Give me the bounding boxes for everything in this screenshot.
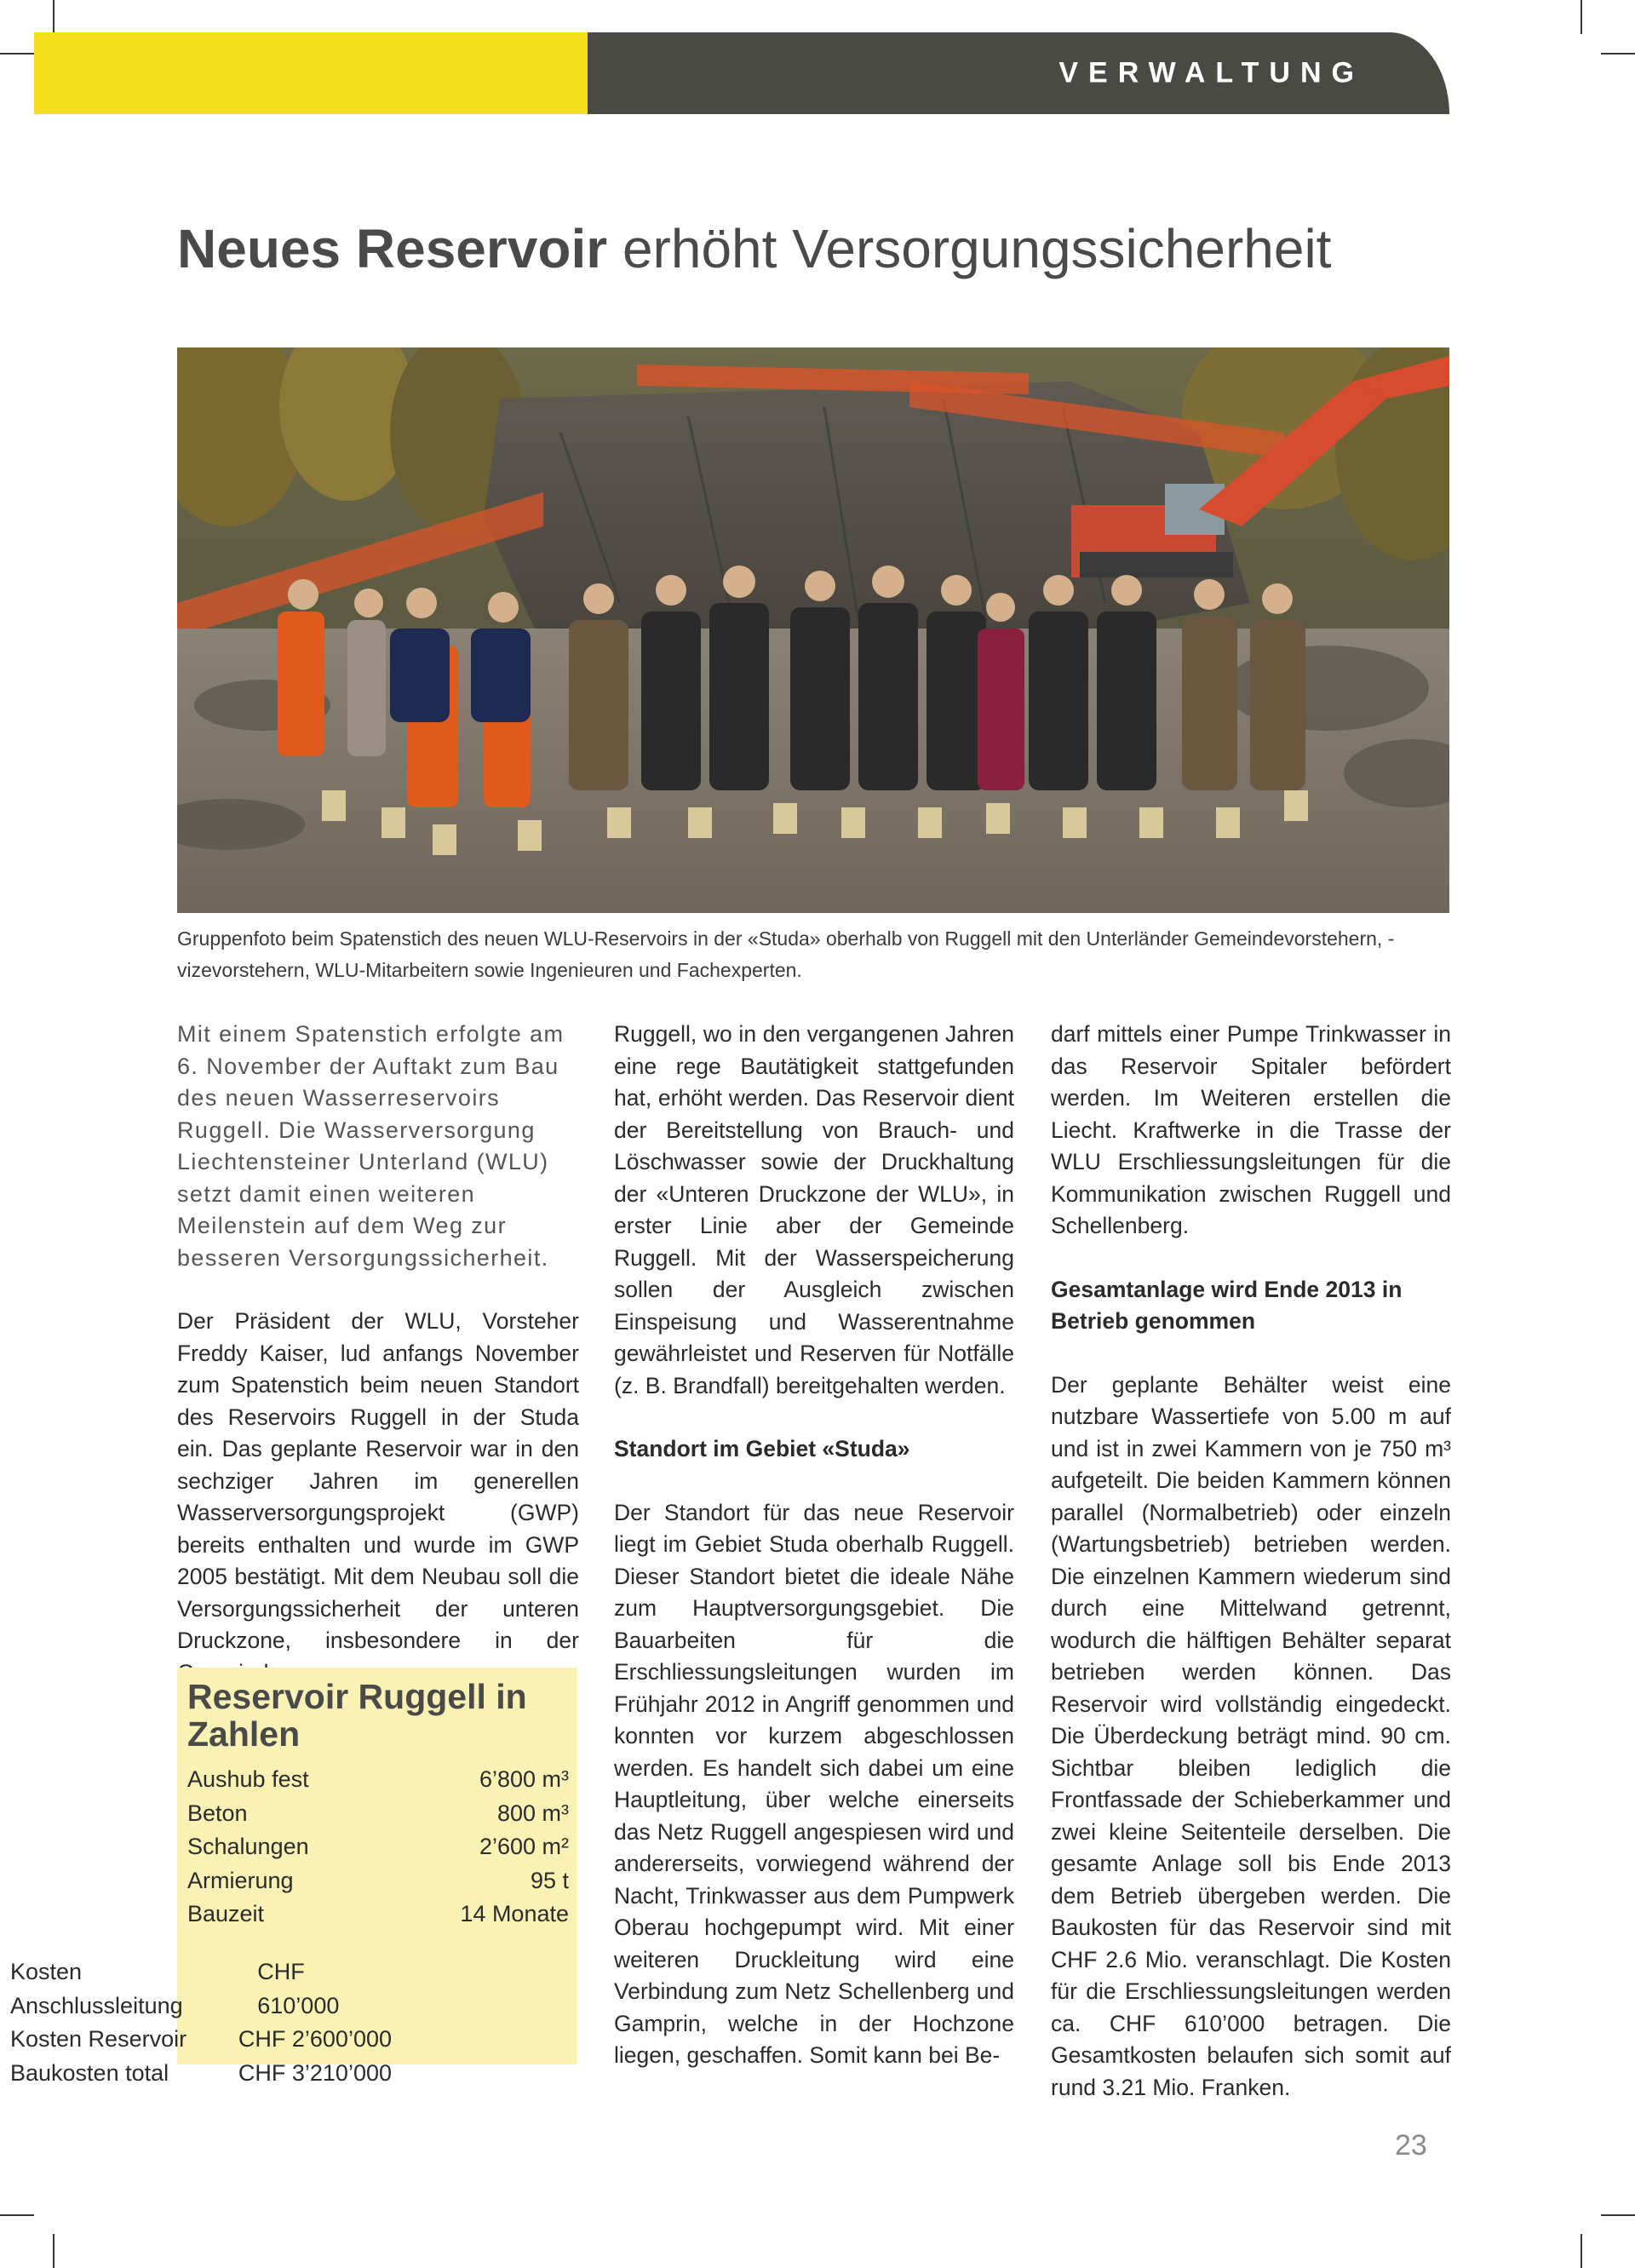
fact-row [187,1830,569,1864]
subheading: Standort im Gebiet «Studa» [614,1436,910,1461]
crop-mark [1580,2234,1582,2268]
fact-label: Schalungen [187,1834,309,1859]
fact-label: Beton [187,1800,248,1826]
crop-mark [53,0,54,34]
cost-row [10,1955,392,2023]
group-photo [177,347,1449,913]
cost-label: Kosten Anschlussleitung [10,1959,183,2018]
fact-label: Aushub fest [187,1766,309,1792]
header-section-bar [588,32,1449,114]
fact-row [187,1763,569,1797]
costs-list [10,1955,392,2090]
crop-mark [1601,53,1635,55]
fact-value: 6’800 m³ [479,1766,569,1792]
cost-label: Baukosten total [10,2059,169,2086]
subheading: Gesamtanlage wird Ende 2013 in Betrieb genommen [1051,1276,1403,1334]
article-lead: Mit einem Spatenstich erfolgte am 6. November der Auftakt zum Bau des neuen Wasserreservoirs Ruggell. Die Wasserversorgung Liechtensteiner Unterland (WLU) setzt damit einen weiteren Meilenstein auf dem Weg zur besseren Versorgungssicherheit. [177,1021,565,1271]
cost-row [10,2023,392,2057]
paragraph: Der geplante Behälter weist eine nutzbare Wassertiefe von 5.00 m auf und ist in zwei Kammern von je 750 m³ aufgeteilt. Die beiden Kammern können parallel (Normalbetrieb) oder einzeln (Wartungsbetrieb) betrieben werden. Die einzelnen Kammern wiederum sind durch eine Mittelwand getrennt, wodurch die hälftigen Behälter separat betrieben werden können. Das Reservoir wird vollständig eingedeckt. Die Überdeckung beträgt mind. 90 cm. Sichtbar bleiben lediglich die Frontfassade der Schieberkammer und zwei kleine Seitenteile derselben. Die gesamte Anlage soll bis Ende 2013 dem Betrieb übergeben werden. Die Baukosten für das Reservoir sind mit CHF 2.6 Mio. veranschlagt. Die Kosten für die Erschliessungsleitungen werden ca. CHF 610’000 betragen. Die Gesamtkosten belaufen sich somit auf rund 3.21 Mio. Franken. [1051,1371,1451,2100]
fact-value: 14 Monate [460,1901,569,1926]
crop-mark [0,2214,34,2216]
fact-row [187,1898,569,1932]
title-regular: erhöht Versorgungssicherheit [607,218,1332,279]
column-3 [1051,1019,1451,2135]
cost-value: CHF 2’600’000 [238,2026,392,2052]
article-title [177,217,1454,280]
paragraph: Der Präsident der WLU, Vorsteher Freddy Kaiser, lud anfangs November zum Spatenstich beim neuen Standort des Reservoirs Ruggell in der Studa ein. Das geplante Reservoir war in den sechziger Jahren im generellen Wasserversorgungsprojekt (GWP) bereits enthalten und wurde im GWP 2005 bestätigt. Mit dem Neubau soll die Versorgungssicherheit der unteren Druckzone, insbesondere in der [177,1308,579,1653]
title-bold: Neues Reservoir [177,218,608,279]
column-1 [177,1019,579,1720]
crop-mark [53,2234,54,2268]
fact-row [187,1864,569,1898]
crop-mark [0,53,34,55]
fact-label: Armierung [187,1867,294,1893]
fact-row [187,1797,569,1831]
fact-value: 800 m³ [496,1800,569,1826]
cost-value: CHF 610’000 [257,1959,340,2018]
paragraph: Ruggell, wo in den vergangenen Jahren eine rege Bautätigkeit stattgefunden hat, erhöht werden. Das Reservoir dient der Bereitstellung von Brauch- und Löschwasser sowie der Druckhaltung der «Unteren Druckzone der WLU», in erster Linie aber der Gemeinde Ruggell. Mit der Wasserspeicherung sollen der Ausgleich zwischen Einspeisung und Wasserentnahme gewährleistet und Reserven für Notfälle (z. B. Brandfall) bereitgehalten werden. [614,1021,1014,1398]
facts-box-title: Reservoir Ruggell in Zahlen [187,1677,527,1754]
page-number: 23 [1395,2129,1427,2162]
cost-label: Kosten Reservoir [10,2026,187,2052]
header-yellow-block [34,32,588,114]
fact-value: 95 t [530,1867,569,1893]
cost-row [10,2057,392,2091]
cost-value: CHF 3’210’000 [238,2059,392,2086]
crop-mark [1580,0,1582,34]
column-2 [614,1019,1014,2104]
paragraph: darf mittels einer Pumpe Trinkwasser in das Reservoir Spitaler befördert werden. Im Weiteren erstellen die Liecht. Kraftwerke in die Trasse der WLU Erschliessungsleitungen für die Kommunikation zwischen Ruggell und Schellenberg. [1051,1021,1451,1238]
section-label: VERWALTUNG [1058,56,1364,89]
fact-label: Bauzeit [187,1901,265,1926]
facts-list [187,1763,569,1932]
crop-mark [1601,2214,1635,2216]
fact-value: 2’600 m² [479,1834,569,1859]
paragraph: Der Standort für das neue Reservoir liegt im Gebiet Studa oberhalb Ruggell. Dieser Standort bietet die ideale Nähe zum Hauptversorgungsgebiet. Die Bauarbeiten für die Erschliessungsleitungen wurden im Frühjahr 2012 in Angriff genommen und konnten vor kurzem abgeschlossen werden. Es handelt sich dabei um eine Hauptleitung, über welche einerseits das Netz Ruggell angespiesen wird und andererseits, vorwiegend während der Nacht, Trinkwasser aus dem Pumpwerk Oberau hochgepumpt wird. Mit einer weiteren Druckleitung wird eine Verbindung zum Netz Schellenberg und Gamprin, welche in der Hochzone liegen, geschaffen. Somit kann bei Be- [614,1499,1014,2068]
photo-caption: Gruppenfoto beim Spatenstich des neuen WLU-Reservoirs in der «Studa» oberhalb von Ruggell mit den Unterländer Gemeindevorstehern, -vizevorstehern, WLU-Mitarbeitern sowie Ingenieuren und Fachexperten. [177,927,1395,981]
